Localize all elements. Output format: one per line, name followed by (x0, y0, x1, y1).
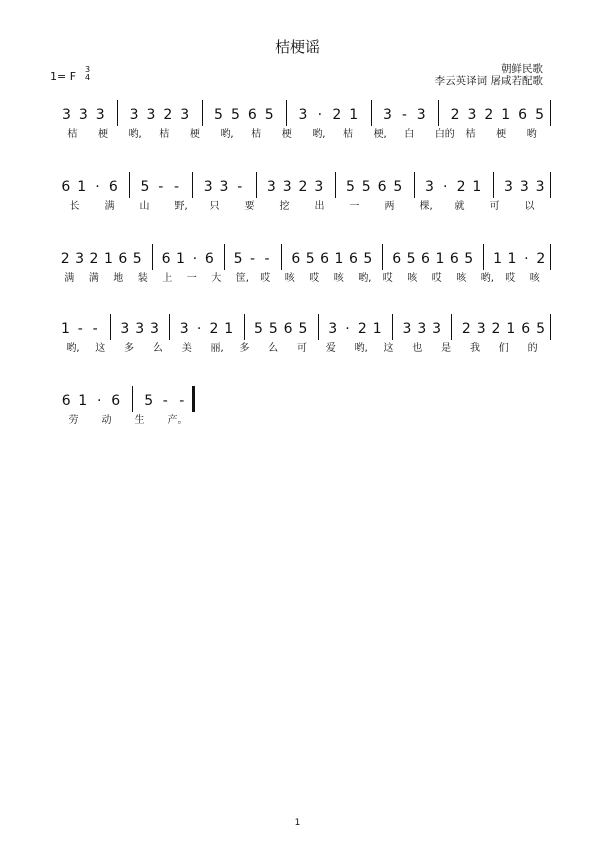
lyric-syllable: 一 (186, 273, 197, 284)
lyric-syllable: 多 (239, 343, 250, 354)
note: 3 (266, 179, 276, 195)
note: 3 (402, 321, 412, 337)
note: · (443, 179, 448, 195)
note: - (174, 179, 180, 195)
lyric-syllable: 咳 (529, 273, 540, 284)
lyric-syllable: 出 (314, 201, 325, 212)
note: 6 (421, 251, 430, 267)
note: 3 (383, 107, 392, 123)
lyric-syllable: 就 (454, 201, 465, 212)
note: 6 (61, 393, 71, 409)
lyric-syllable: 是 (441, 343, 452, 354)
lyric-syllable: 梗 (189, 129, 200, 140)
bar-line (281, 244, 282, 270)
lyric-syllable: 咳 (456, 273, 467, 284)
lyric-syllable: 满 (88, 273, 99, 284)
lyric-syllable: 我 (469, 343, 480, 354)
note: 1 (77, 179, 87, 195)
lyric-syllable: 桔 (67, 129, 78, 140)
note: 1 (372, 321, 382, 337)
note: 3 (78, 107, 88, 123)
lyric-syllable: 爱 (325, 343, 336, 354)
note: 6 (161, 251, 171, 267)
lyric-syllable: 棵, (419, 201, 433, 212)
note: · (97, 393, 102, 409)
bar-line (382, 244, 383, 270)
note: 6 (283, 321, 293, 337)
note: 3 (535, 179, 545, 195)
note: 6 (521, 321, 531, 337)
lyric-syllable: 咳 (284, 273, 295, 284)
page-number: 1 (294, 818, 301, 828)
song-credits: 李云英译词 屠咸若配歌 (434, 75, 543, 87)
lyric-syllable: 产。 (167, 415, 188, 426)
lyric-syllable: 劳 (68, 415, 79, 426)
note: 6 (348, 251, 358, 267)
lyric-syllable: 要 (244, 201, 255, 212)
bar-line (117, 100, 118, 126)
bar-line (152, 244, 153, 270)
lyric-syllable: 哎 (431, 273, 442, 284)
lyric-syllable: 哟, (312, 129, 326, 140)
note: 5 (298, 321, 308, 337)
bar-line (129, 172, 130, 198)
note: · (192, 251, 198, 267)
lyric-syllable: 的 (527, 343, 538, 354)
note: - (179, 393, 185, 409)
note: 6 (518, 107, 528, 123)
bar-line (371, 100, 372, 126)
bar-line (451, 314, 452, 340)
lyric-syllable: 上 (162, 273, 173, 284)
note: 6 (118, 251, 128, 267)
lyric-syllable: 这 (95, 343, 106, 354)
lyric-syllable: 桔 (159, 129, 170, 140)
lyric-syllable: 满 (64, 273, 75, 284)
note: 1 (78, 393, 88, 409)
lyric-syllable: 梗, (373, 129, 387, 140)
note: - (162, 393, 168, 409)
lyric-syllable: 野, (174, 201, 188, 212)
note: 3 (180, 107, 190, 123)
song-title: 桔梗谣 (274, 38, 320, 56)
bar-line (550, 244, 551, 270)
bar-line (202, 100, 203, 126)
note: 5 (268, 321, 278, 337)
lyric-syllable: 两 (384, 201, 395, 212)
lyric-syllable: 梗 (281, 129, 292, 140)
note: 5 (253, 321, 263, 337)
note: 2 (461, 321, 471, 337)
note: 3 (150, 321, 159, 337)
note: 1 (507, 251, 517, 267)
note: 3 (179, 321, 189, 337)
note: 3 (120, 321, 130, 337)
note: 5 (361, 179, 371, 195)
note: 3 (298, 107, 308, 123)
note: 1 (60, 321, 70, 337)
note: 6 (61, 179, 71, 195)
note: - (92, 321, 98, 337)
note: 6 (377, 179, 387, 195)
lyric-syllable: 多 (124, 343, 135, 354)
note: 6 (392, 251, 402, 267)
lyric-syllable: 动 (101, 415, 112, 426)
bar-line (438, 100, 439, 126)
note: 2 (450, 107, 460, 123)
note: 2 (491, 321, 501, 337)
note: 3 (146, 107, 156, 123)
lyric-syllable: 这 (383, 343, 394, 354)
bar-line (224, 244, 225, 270)
note: 2 (456, 179, 466, 195)
lyric-syllable: 装 (137, 273, 148, 284)
note: 5 (230, 107, 240, 123)
lyric-syllable: 一 (349, 201, 360, 212)
note: 3 (95, 107, 105, 123)
bar-line (414, 172, 415, 198)
lyric-syllable: 咳 (333, 273, 344, 284)
final-bar-line (192, 386, 195, 412)
note: 5 (144, 393, 154, 409)
note: · (345, 321, 350, 337)
note: - (401, 107, 407, 123)
lyric-syllable: 可 (489, 201, 500, 212)
note: 1 (506, 321, 516, 337)
note: 2 (298, 179, 308, 195)
note: 3 (504, 179, 513, 195)
lyric-syllable: 白 (404, 129, 415, 140)
note: 2 (357, 321, 367, 337)
note: - (250, 251, 256, 267)
lyric-syllable: 挖 (279, 201, 290, 212)
bar-line (169, 314, 170, 340)
note: 3 (219, 179, 229, 195)
bar-line (483, 244, 484, 270)
note: 5 (406, 251, 416, 267)
time-signature-top: 3 (85, 65, 91, 74)
song-origin: 朝鲜民歌 (501, 63, 543, 75)
lyric-syllable: 也 (412, 343, 423, 354)
lyric-syllable: 可 (297, 343, 307, 354)
lyric-syllable: 地 (113, 273, 124, 284)
lyric-syllable: 梗 (97, 129, 108, 140)
note: 1 (103, 251, 113, 267)
bar-line (192, 172, 193, 198)
lyric-syllable: 山 (139, 201, 150, 212)
lyric-syllable: 生 (134, 415, 145, 426)
lyric-syllable: 长 (69, 201, 80, 212)
note: 1 (501, 107, 511, 123)
note: 3 (476, 321, 486, 337)
bar-line (110, 314, 111, 340)
note: 3 (129, 107, 139, 123)
lyric-syllable: 哟, (354, 343, 368, 354)
note: 2 (89, 251, 99, 267)
lyric-syllable: 哎 (260, 273, 271, 284)
bar-line (244, 314, 245, 340)
time-signature-bottom: 4 (85, 73, 91, 82)
note: 5 (464, 251, 474, 267)
note: · (196, 321, 202, 337)
note: 6 (111, 393, 121, 409)
lyric-syllable: 梗 (496, 129, 507, 140)
lyric-syllable: 桔 (342, 129, 353, 140)
note: 1 (472, 179, 482, 195)
bar-line (392, 314, 393, 340)
lyric-syllable: 桔 (251, 129, 262, 140)
lyric-syllable: 哎 (505, 273, 516, 284)
lyric-syllable: 么 (268, 343, 279, 354)
note: 1 (349, 107, 359, 123)
note: - (158, 179, 164, 195)
lyric-syllable: 么 (152, 343, 163, 354)
note: 5 (214, 107, 223, 123)
note: 1 (493, 251, 502, 267)
note: 1 (176, 251, 185, 267)
lyric-syllable: 桔 (465, 129, 476, 140)
note: 2 (536, 251, 546, 267)
note: · (95, 179, 100, 195)
note: 3 (432, 321, 442, 337)
lyric-syllable: 哎 (382, 273, 393, 284)
note: 3 (203, 179, 213, 195)
lyric-syllable: 筐, (235, 273, 249, 284)
note: 3 (424, 179, 434, 195)
bar-line (132, 386, 133, 412)
lyric-syllable: 哟, (66, 343, 80, 354)
bar-line (318, 314, 319, 340)
bar-line (550, 314, 551, 340)
lyric-syllable: 满 (104, 201, 115, 212)
note: 3 (467, 107, 477, 123)
note: 3 (75, 251, 85, 267)
note: 3 (519, 179, 529, 195)
note: - (264, 251, 270, 267)
note: 5 (140, 179, 150, 195)
lyric-syllable: 哟, (220, 129, 234, 140)
lyric-syllable: 哟, (480, 273, 494, 284)
lyric-syllable: 哟, (358, 273, 372, 284)
bar-line (493, 172, 494, 198)
note: 5 (233, 251, 243, 267)
note: 5 (345, 179, 355, 195)
bar-line (550, 172, 551, 198)
note: 6 (291, 251, 301, 267)
note: - (77, 321, 83, 337)
bar-line (286, 100, 287, 126)
note: 1 (334, 251, 344, 267)
lyric-syllable: 以 (524, 201, 535, 212)
note: 3 (417, 321, 427, 337)
bar-line (256, 172, 257, 198)
note: 5 (393, 179, 403, 195)
note: 3 (61, 107, 71, 123)
lyric-syllable: 哎 (309, 273, 320, 284)
lyric-syllable: 丽, (210, 343, 224, 354)
lyric-syllable: 哟, (128, 129, 142, 140)
note: 3 (328, 321, 338, 337)
note: 3 (314, 179, 324, 195)
lyric-syllable: 白的 (434, 129, 455, 140)
bar-line (550, 100, 551, 126)
note: 1 (435, 251, 445, 267)
bar-line (335, 172, 336, 198)
lyric-syllable: 美 (181, 343, 192, 354)
note: 5 (536, 321, 546, 337)
note: 6 (320, 251, 330, 267)
note: 6 (449, 251, 459, 267)
note: 5 (264, 107, 274, 123)
note: 5 (132, 251, 142, 267)
note: 6 (247, 107, 257, 123)
note: 5 (363, 251, 373, 267)
note: 2 (332, 107, 342, 123)
note: · (524, 251, 529, 267)
note: 3 (416, 107, 426, 123)
note: 3 (282, 179, 292, 195)
note: · (317, 107, 323, 123)
lyric-syllable: 大 (211, 273, 222, 284)
lyric-syllable: 们 (498, 343, 509, 354)
note: 2 (484, 107, 494, 123)
lyric-syllable: 哟 (526, 129, 537, 140)
key-signature: 1= F (50, 70, 77, 83)
note: 2 (163, 107, 173, 123)
note: 3 (135, 321, 145, 337)
note: 6 (108, 179, 118, 195)
note: 2 (60, 251, 70, 267)
lyric-syllable: 只 (209, 201, 220, 212)
note: 6 (204, 251, 214, 267)
note: 5 (305, 251, 315, 267)
lyric-syllable: 咳 (407, 273, 418, 284)
note: - (237, 179, 243, 195)
note: 1 (224, 321, 234, 337)
note: 5 (535, 107, 544, 123)
note: 2 (209, 321, 219, 337)
